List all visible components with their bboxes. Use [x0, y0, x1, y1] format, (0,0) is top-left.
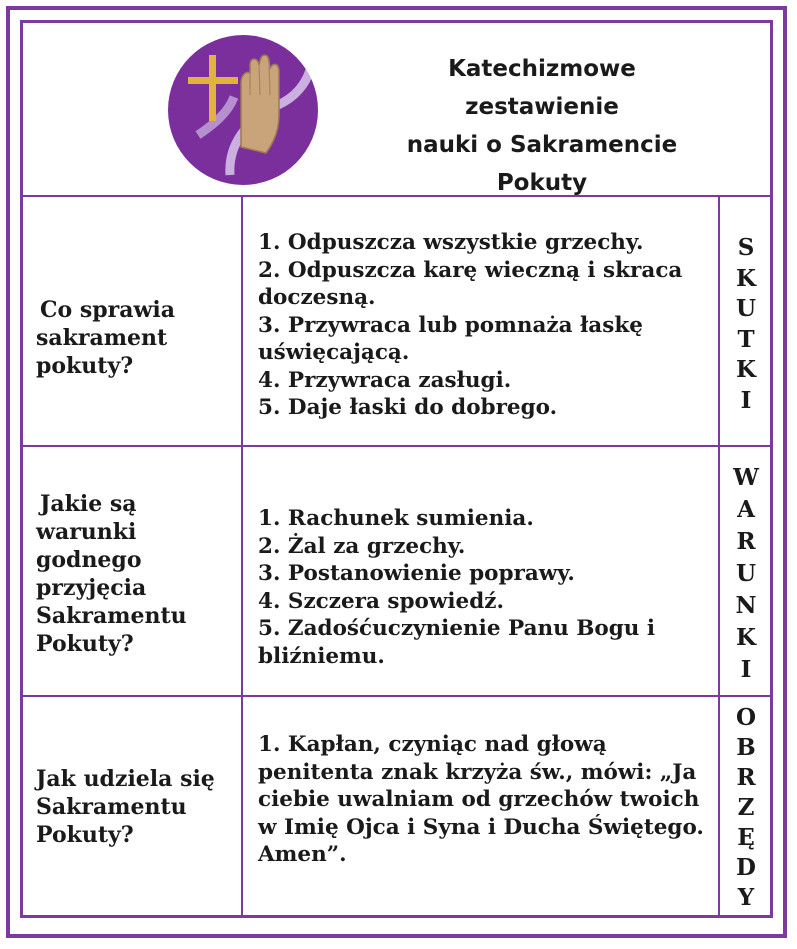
column-divider — [241, 197, 243, 915]
answer-item: 3. Postanowienie poprawy. — [258, 561, 575, 586]
title-line: Katechizmowe zestawienie — [448, 56, 636, 120]
side-letter: T — [737, 325, 755, 353]
question-line: Jakie są — [40, 491, 137, 517]
title-line: nauki o Sakramencie — [406, 132, 678, 158]
side-letter: K — [736, 356, 756, 383]
question-line: godnego — [36, 547, 142, 573]
answer-item: 4. Przywraca zasługi. — [258, 367, 512, 393]
answer-list — [258, 229, 708, 422]
side-letter: Y — [737, 884, 755, 911]
answer-list — [258, 731, 708, 869]
side-word — [721, 462, 771, 686]
question-line: Sakramentu — [36, 794, 187, 820]
side-letter: S — [737, 234, 755, 261]
question-line: Co sprawia — [40, 297, 176, 323]
side-letter: B — [736, 734, 756, 761]
page-title — [372, 50, 712, 202]
title-line: Pokuty — [496, 170, 588, 196]
question-cell — [36, 490, 236, 658]
question-line: Sakramentu — [36, 603, 187, 629]
question-line: warunki — [36, 519, 137, 545]
side-letter: R — [736, 764, 756, 791]
question-line: Jak udziela się — [36, 766, 215, 792]
answer-item: 1. Odpuszcza wszystkie grzechy. — [258, 230, 644, 255]
side-letter: K — [736, 264, 756, 292]
side-letter: D — [736, 854, 756, 881]
row-divider — [23, 695, 770, 697]
side-word — [721, 703, 771, 913]
side-letter: A — [737, 496, 755, 523]
side-letter: N — [735, 592, 757, 619]
question-line: Pokuty? — [36, 631, 134, 657]
column-divider — [718, 197, 720, 915]
side-word — [721, 233, 771, 416]
side-letter: Z — [737, 794, 755, 821]
side-letter: K — [736, 624, 756, 651]
answer-item: 2. Odpuszcza karę wieczną i skraca doczesną. — [258, 257, 683, 310]
row-divider — [23, 445, 770, 447]
answer-item: 1. Rachunek sumienia. — [258, 506, 534, 531]
side-letter: I — [740, 656, 752, 683]
question-cell — [36, 296, 236, 380]
side-letter: U — [735, 295, 757, 322]
side-letter: O — [735, 704, 757, 731]
answer-item: 1. Kapłan, czyniąc nad głową penitenta znak krzyża św., mówi: „Ja ciebie uwalniam od grzechów twoich w Imię Ojca i Syna i Ducha Świętego. Amen”. — [258, 732, 704, 867]
answer-item: 5. Daje łaski do dobrego. — [258, 395, 558, 420]
side-letter: W — [733, 464, 759, 491]
answer-item: 3. Przywraca lub pomnaża łaskę uświęcającą. — [258, 312, 643, 365]
answer-item: 5. Zadośćuczynienie Panu Bogu i bliźniemu. — [258, 616, 656, 669]
side-letter: U — [735, 560, 757, 587]
question-cell — [36, 765, 236, 849]
answer-item: 4. Szczera spowiedź. — [258, 588, 504, 614]
praying-hand-icon — [241, 55, 279, 153]
side-letter: I — [740, 386, 752, 414]
side-letter: Ę — [737, 824, 755, 851]
question-line: przyjęcia — [36, 575, 147, 601]
side-letter: R — [736, 528, 756, 555]
question-line: sakrament — [36, 325, 168, 351]
sacrament-logo — [168, 35, 318, 185]
question-line: pokuty? — [36, 353, 134, 379]
question-line: Pokuty? — [36, 822, 134, 848]
answer-list — [258, 505, 708, 670]
answer-item: 2. Żal za grzechy. — [258, 533, 466, 559]
